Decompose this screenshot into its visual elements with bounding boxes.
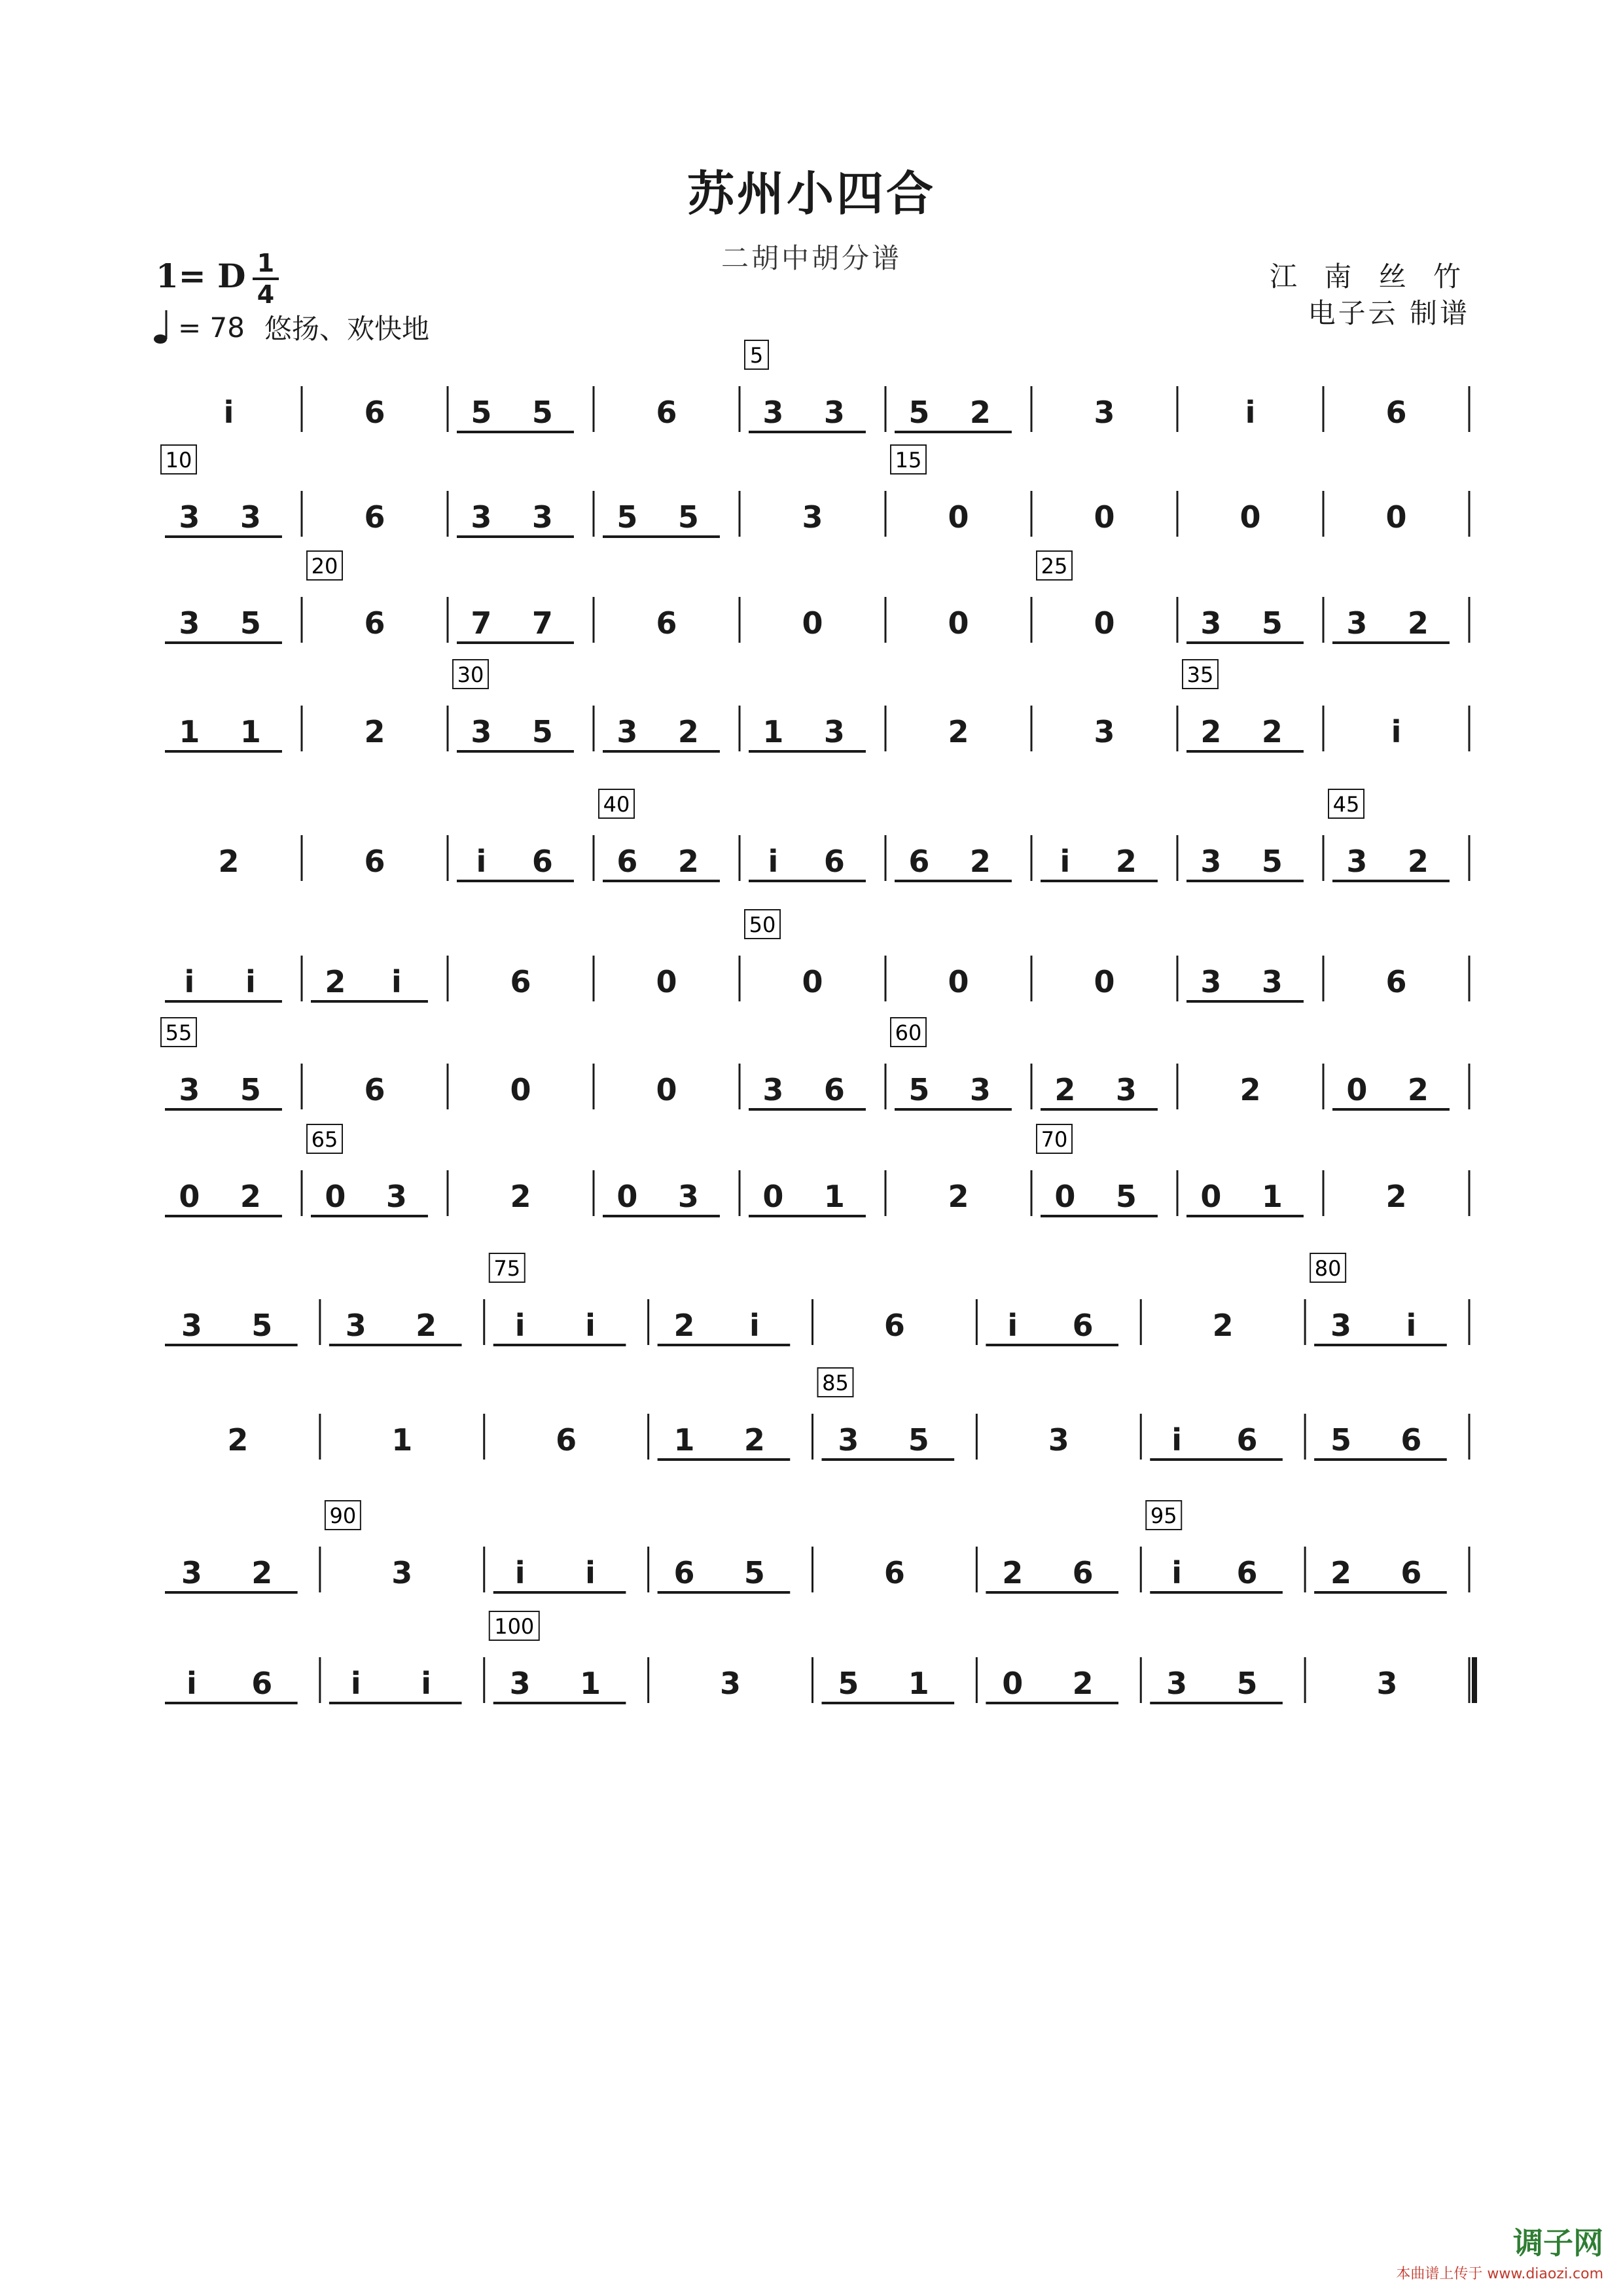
note: i (223, 395, 234, 430)
note: 6 (1385, 964, 1407, 999)
watermark-site: 调子网 (1513, 2225, 1603, 2261)
note: 3 (509, 1666, 531, 1701)
rehearsal-mark-number: 10 (165, 448, 192, 473)
note: 5 (1261, 844, 1283, 879)
note: 2 (677, 714, 699, 749)
note: 2 (364, 714, 385, 749)
rehearsal-mark (161, 445, 196, 474)
rehearsal-mark (490, 1253, 525, 1282)
note: 0 (1385, 499, 1407, 535)
note: 0 (616, 1179, 638, 1214)
note: 6 (1236, 1555, 1258, 1590)
note: 0 (802, 964, 823, 999)
note: 3 (823, 714, 845, 749)
note: 0 (510, 1072, 531, 1107)
rehearsal-mark-number: 40 (603, 792, 630, 817)
rehearsal-mark-number: 65 (311, 1127, 338, 1152)
note: 3 (181, 1308, 202, 1343)
note: i (1406, 1308, 1417, 1343)
note: 5 (908, 1072, 930, 1107)
note: 2 (1200, 714, 1222, 749)
rehearsal-mark (745, 340, 768, 369)
page-subtitle: 二胡中胡分谱 (721, 242, 902, 274)
note: 2 (1072, 1666, 1094, 1701)
rehearsal-mark (161, 1018, 196, 1047)
note: i (476, 844, 487, 879)
note: 1 (673, 1422, 695, 1458)
note: i (1007, 1308, 1018, 1343)
note: 6 (531, 844, 553, 879)
note: 6 (656, 605, 677, 641)
rehearsal-mark-number: 60 (895, 1020, 922, 1045)
note: 5 (1236, 1666, 1258, 1701)
note: 2 (1407, 1072, 1429, 1107)
rehearsal-mark (1146, 1501, 1181, 1530)
note: 3 (1166, 1666, 1188, 1701)
note: 7 (471, 605, 492, 641)
note: 6 (364, 1072, 385, 1107)
note: 6 (251, 1666, 273, 1701)
note: 5 (1115, 1179, 1137, 1214)
rehearsal-mark (745, 910, 780, 939)
note: 2 (218, 844, 240, 879)
note: 0 (179, 1179, 200, 1214)
rehearsal-mark (1310, 1253, 1346, 1282)
note: i (245, 964, 256, 999)
rehearsal-mark-number: 100 (494, 1614, 535, 1639)
note: 0 (1094, 964, 1115, 999)
time-signature-top: 1 (257, 249, 275, 278)
note: 3 (345, 1308, 366, 1343)
page-title: 苏州小四合 (687, 166, 936, 221)
note: 2 (1002, 1555, 1024, 1590)
note: 3 (1346, 844, 1368, 879)
note: 3 (1200, 605, 1222, 641)
note: 2 (240, 1179, 261, 1214)
note: 2 (416, 1308, 437, 1343)
note: i (1171, 1555, 1182, 1590)
note: 6 (364, 395, 385, 430)
note: i (749, 1308, 760, 1343)
watermark-note: 本曲谱上传于 www.diaozi.com (1396, 2266, 1603, 2282)
note: 2 (969, 844, 991, 879)
note: 5 (616, 499, 638, 535)
note: 2 (673, 1308, 695, 1343)
rehearsal-mark (307, 551, 342, 580)
note: 0 (762, 1179, 784, 1214)
note: 0 (1200, 1179, 1222, 1214)
note: 6 (823, 844, 845, 879)
note: 0 (1054, 1179, 1076, 1214)
note: 2 (1115, 844, 1137, 879)
note: 3 (823, 395, 845, 430)
rehearsal-mark (325, 1501, 361, 1530)
rehearsal-mark (1037, 551, 1072, 580)
note: 1 (1261, 1179, 1283, 1214)
note: 6 (1400, 1422, 1422, 1458)
time-signature-bottom: 4 (257, 280, 275, 309)
rehearsal-mark-number: 5 (749, 343, 764, 368)
note: 3 (471, 499, 492, 535)
rehearsal-mark-number: 20 (311, 554, 338, 579)
note: 2 (1407, 844, 1429, 879)
note: 3 (391, 1555, 413, 1590)
tempo-value: = 78 (178, 311, 245, 344)
note: 2 (677, 844, 699, 879)
note: 6 (556, 1422, 577, 1458)
note: 5 (1330, 1422, 1351, 1458)
note: 5 (908, 395, 930, 430)
note: 5 (251, 1308, 273, 1343)
note: 5 (1261, 605, 1283, 641)
note: 5 (531, 395, 553, 430)
rehearsal-mark-number: 95 (1150, 1503, 1177, 1528)
note: 2 (510, 1179, 531, 1214)
note: 3 (179, 605, 200, 641)
note: 6 (908, 844, 930, 879)
note: 6 (883, 1308, 905, 1343)
rehearsal-mark-number: 75 (493, 1256, 521, 1281)
note: i (1060, 844, 1071, 879)
note: i (585, 1308, 596, 1343)
note: 7 (531, 605, 553, 641)
rehearsal-mark (1037, 1124, 1072, 1153)
note: i (350, 1666, 361, 1701)
note: 0 (1346, 1072, 1368, 1107)
rehearsal-mark (1329, 789, 1364, 818)
rehearsal-mark-number: 15 (895, 448, 922, 473)
note: 3 (762, 1072, 784, 1107)
rehearsal-mark (891, 1018, 926, 1047)
rehearsal-mark-number: 80 (1314, 1256, 1342, 1281)
note: i (184, 964, 195, 999)
note: 2 (1407, 605, 1429, 641)
note: 6 (1072, 1308, 1094, 1343)
note: 0 (1094, 605, 1115, 641)
note: 3 (1200, 964, 1222, 999)
note: i (585, 1555, 596, 1590)
note: 2 (969, 395, 991, 430)
note: 2 (1054, 1072, 1076, 1107)
note: 6 (656, 395, 677, 430)
note: i (186, 1666, 197, 1701)
note: 6 (1072, 1555, 1094, 1590)
note: 0 (802, 605, 823, 641)
expression-text: 悠扬、欢快地 (264, 313, 430, 345)
note: 3 (616, 714, 638, 749)
note: 6 (1400, 1555, 1422, 1590)
note: 0 (325, 1179, 346, 1214)
note: 6 (823, 1072, 845, 1107)
note: 6 (1385, 395, 1407, 430)
note: 3 (1261, 964, 1283, 999)
note: 1 (580, 1666, 601, 1701)
rehearsal-mark-number: 30 (457, 662, 484, 687)
note: 3 (1346, 605, 1368, 641)
note: 1 (179, 714, 200, 749)
note: i (1171, 1422, 1182, 1458)
composer-credit: 江 南 丝 竹 (1269, 260, 1470, 293)
rehearsal-mark (490, 1611, 539, 1640)
note: 3 (1048, 1422, 1069, 1458)
note: 3 (1330, 1308, 1351, 1343)
note: 2 (1261, 714, 1283, 749)
note: 5 (531, 714, 553, 749)
note: 3 (677, 1179, 699, 1214)
note: 6 (364, 844, 385, 879)
note: 3 (531, 499, 553, 535)
note: 0 (948, 605, 969, 641)
note: i (514, 1308, 526, 1343)
note: 5 (743, 1555, 765, 1590)
note: 6 (883, 1555, 905, 1590)
note: i (514, 1555, 526, 1590)
note: 5 (908, 1422, 929, 1458)
note: 3 (1094, 395, 1115, 430)
note: 1 (240, 714, 261, 749)
note: 6 (616, 844, 638, 879)
note: 1 (823, 1179, 845, 1214)
note: i (768, 844, 779, 879)
note: 2 (743, 1422, 765, 1458)
note: 3 (838, 1422, 859, 1458)
note: 5 (240, 1072, 261, 1107)
note: 3 (802, 499, 823, 535)
rehearsal-mark-number: 85 (822, 1371, 849, 1395)
note: 5 (471, 395, 492, 430)
note: 6 (364, 499, 385, 535)
note: 3 (1115, 1072, 1137, 1107)
note: 2 (1330, 1555, 1351, 1590)
note: 3 (969, 1072, 991, 1107)
rehearsal-mark (818, 1368, 853, 1397)
key-signature: 1= D (156, 257, 246, 295)
note: 0 (1240, 499, 1261, 535)
note: 0 (948, 964, 969, 999)
note: 0 (1094, 499, 1115, 535)
note: 2 (1212, 1308, 1234, 1343)
note: i (1391, 714, 1402, 749)
note: 6 (364, 605, 385, 641)
note: 6 (510, 964, 531, 999)
note: 3 (720, 1666, 741, 1701)
rehearsal-mark-number: 25 (1041, 554, 1068, 579)
rehearsal-mark-number: 55 (165, 1020, 192, 1045)
rehearsal-mark (891, 445, 926, 474)
note: i (1245, 395, 1256, 430)
note: 3 (240, 499, 261, 535)
note: i (391, 964, 402, 999)
note: 6 (673, 1555, 695, 1590)
rehearsal-mark (1183, 660, 1218, 689)
note: 3 (179, 1072, 200, 1107)
watermark (1396, 2219, 1603, 2283)
note: i (421, 1666, 432, 1701)
arranger-credit: 电子云 制谱 (1308, 297, 1470, 329)
note: 2 (251, 1555, 273, 1590)
note: 6 (1236, 1422, 1258, 1458)
rehearsal-mark-number: 35 (1186, 662, 1214, 687)
note: 5 (240, 605, 261, 641)
rehearsal-mark (307, 1124, 342, 1153)
note: 3 (1200, 844, 1222, 879)
rehearsal-mark-number: 90 (329, 1503, 357, 1528)
note: 2 (325, 964, 346, 999)
note: 5 (677, 499, 699, 535)
note: 2 (1240, 1072, 1261, 1107)
note: 0 (656, 964, 677, 999)
note: 0 (1002, 1666, 1024, 1701)
rehearsal-mark (453, 660, 488, 689)
note: 3 (179, 499, 200, 535)
rehearsal-mark (599, 789, 634, 818)
note: 1 (908, 1666, 929, 1701)
note: 2 (1385, 1179, 1407, 1214)
note: 5 (838, 1666, 859, 1701)
note: 3 (471, 714, 492, 749)
note: 2 (948, 714, 969, 749)
note: 3 (762, 395, 784, 430)
note: 3 (1094, 714, 1115, 749)
note: 3 (385, 1179, 407, 1214)
rehearsal-mark-number: 50 (749, 912, 776, 937)
note: 0 (948, 499, 969, 535)
rehearsal-mark-number: 45 (1332, 792, 1360, 817)
note: 0 (656, 1072, 677, 1107)
note: 2 (227, 1422, 249, 1458)
note: 1 (391, 1422, 413, 1458)
rehearsal-mark-number: 70 (1041, 1127, 1068, 1152)
note: 3 (1376, 1666, 1398, 1701)
note: 2 (948, 1179, 969, 1214)
note: 1 (762, 714, 784, 749)
note: 3 (181, 1555, 202, 1590)
